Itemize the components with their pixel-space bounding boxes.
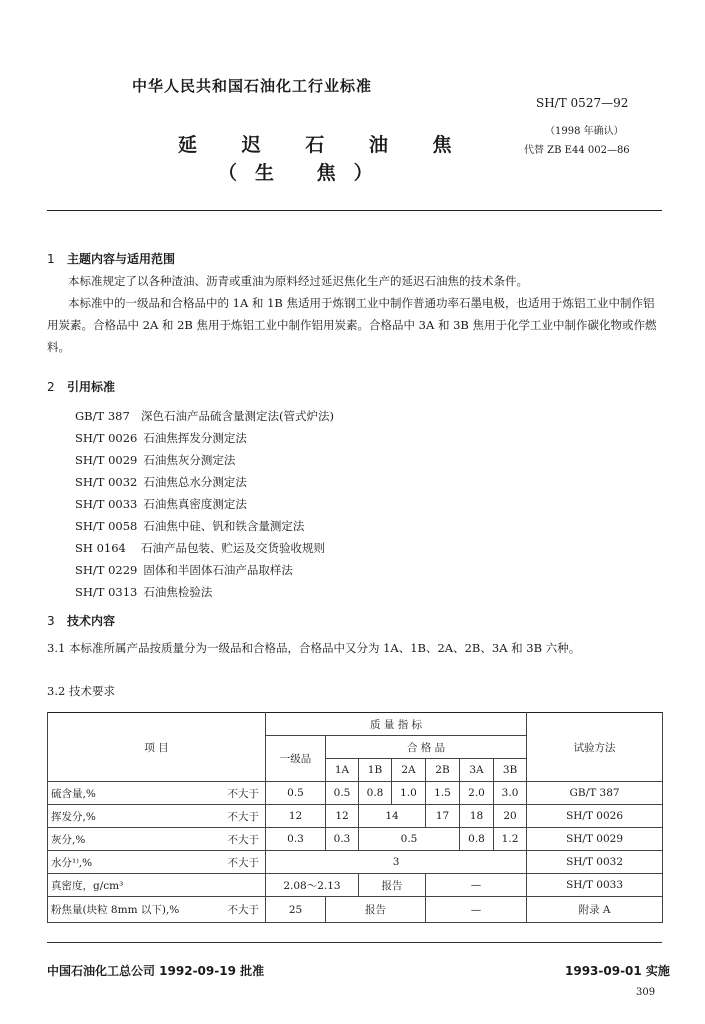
value-cell: 0.8: [359, 782, 392, 805]
condition: 不大于: [208, 805, 266, 828]
item-label: 挥发分,%: [48, 805, 208, 828]
section-1-paragraph-1: 本标准规定了以各种渣油、沥青或重油为原料经过延迟焦化生产的延迟石油焦的技术条件。: [68, 274, 528, 288]
reference-name: 深色石油产品硫含量测定法(管式炉法): [141, 409, 334, 423]
clause-3-2: 3.2 技术要求: [47, 684, 115, 698]
condition: 不大于: [208, 828, 266, 851]
section-1-paragraph-2: 本标准中的一级品和合格品中的 1A 和 1B 焦适用于炼钢工业中制作普通功率石墨电极，也适用于炼铝工业中制作铝用炭素。合格品中 2A 和 2B 焦用于炼铝工业中制作铝用炭素。合格品中 3A 和 3B 焦用于化学工业中制作碳化物或作燃料。: [47, 296, 657, 354]
section-1-heading: [47, 250, 175, 267]
report-cell: 报告: [359, 874, 426, 897]
quality-header: 质 量 指 标: [266, 713, 527, 736]
subgrade-header: 2A: [392, 759, 426, 782]
reference-item: [75, 449, 334, 471]
section-title: 引用标准: [67, 380, 116, 394]
value-cell: 12: [326, 805, 359, 828]
item-label: 水分¹⁾,%: [48, 851, 208, 874]
approval-note: 中国石油化工总公司 1992-09-19 批准: [47, 964, 265, 978]
reference-name: 固体和半固体石油产品取样法: [143, 563, 293, 577]
report-cell: 报告: [326, 897, 426, 923]
table-row-water: [48, 851, 663, 874]
table-row-sulfur: [48, 782, 663, 805]
subgrade-header: 3A: [460, 759, 494, 782]
value-cell: 1.2: [494, 828, 527, 851]
reference-code: SH/T 0032: [75, 475, 138, 489]
reference-name: 石油焦中硅、钒和铁含量测定法: [143, 519, 305, 533]
document-title: 延 迟 石 油 焦: [178, 134, 471, 156]
reference-code: SH/T 0033: [75, 497, 138, 511]
value-cell: 25: [266, 897, 326, 923]
reference-code: SH/T 0058: [75, 519, 138, 533]
reference-name: 石油焦灰分测定法: [143, 453, 236, 467]
reference-code: SH/T 0026: [75, 431, 138, 445]
reference-code: SH/T 0029: [75, 453, 138, 467]
reference-item: [75, 515, 334, 537]
page-number: 309: [636, 987, 656, 998]
reference-list: [75, 405, 334, 603]
subgrade-header: 1A: [326, 759, 359, 782]
value-cell: 1.0: [392, 782, 426, 805]
clause-3-1: 3.1 本标准所属产品按质量分为一级品和合格品，合格品中又分为 1A、1B、2A、2B、3A 和 3B 六种。: [47, 641, 581, 655]
table-row-ash: [48, 828, 663, 851]
method-cell: SH/T 0029: [527, 828, 663, 851]
implementation-date: 1993-09-01 实施: [565, 964, 670, 978]
reference-code: SH/T 0229: [75, 563, 138, 577]
value-cell: 0.5: [266, 782, 326, 805]
value-cell: 0.3: [326, 828, 359, 851]
reference-name: 石油焦检验法: [143, 585, 213, 599]
item-label: 粉焦量(块粒 8mm 以下),%: [48, 897, 208, 923]
reference-name: 石油焦真密度测定法: [143, 497, 247, 511]
method-cell: SH/T 0026: [527, 805, 663, 828]
section-2-heading: [47, 378, 115, 395]
value-cell: 3.0: [494, 782, 527, 805]
reference-item: [75, 427, 334, 449]
value-cell: 18: [460, 805, 494, 828]
value-cell: 0.8: [460, 828, 494, 851]
value-cell: 14: [359, 805, 426, 828]
reference-name: 石油产品包装、贮运及交货验收规则: [141, 541, 325, 555]
value-cell: 0.5: [326, 782, 359, 805]
reference-code: GB/T 387: [75, 409, 130, 423]
subgrade-header: 2B: [426, 759, 460, 782]
section-number: 3: [47, 614, 55, 628]
value-cell: 2.08～2.13: [266, 874, 359, 897]
method-cell: SH/T 0032: [527, 851, 663, 874]
method-cell: SH/T 0033: [527, 874, 663, 897]
method-cell: GB/T 387: [527, 782, 663, 805]
qualified-header: 合 格 品: [326, 736, 527, 759]
method-cell: 附录 A: [527, 897, 663, 923]
table-row-density: [48, 874, 663, 897]
value-cell: 17: [426, 805, 460, 828]
reference-item: [75, 581, 334, 603]
technical-requirements-table: [47, 712, 663, 923]
subgrade-header: 1B: [359, 759, 392, 782]
header-rule: [47, 210, 662, 211]
section-title: 主题内容与适用范围: [67, 252, 176, 266]
value-cell: 2.0: [460, 782, 494, 805]
item-label: 硫含量,%: [48, 782, 208, 805]
item-label: 灰分,%: [48, 828, 208, 851]
section-title: 技术内容: [67, 614, 116, 628]
dash-cell: —: [426, 874, 527, 897]
value-cell: 0.5: [359, 828, 460, 851]
value-cell: 12: [266, 805, 326, 828]
reference-name: 石油焦挥发分测定法: [143, 431, 247, 445]
section-number: 2: [47, 380, 55, 394]
section-3-heading: [47, 612, 115, 629]
standard-org-header: 中华人民共和国石油化工行业标准: [132, 77, 373, 95]
table-row-powder: [48, 897, 663, 923]
confirm-note: （1998 年确认）: [545, 126, 624, 137]
condition: 不大于: [208, 897, 266, 923]
replaces-note: 代替 ZB E44 002—86: [524, 145, 630, 156]
grade-1-header: 一级品: [266, 736, 326, 782]
value-cell: 0.3: [266, 828, 326, 851]
footer-rule: [47, 942, 662, 943]
item-label: 真密度，g/cm³: [48, 874, 266, 897]
value-cell: 20: [494, 805, 527, 828]
item-header: 项 目: [48, 713, 266, 782]
table-row-volatile: [48, 805, 663, 828]
subgrade-header: 3B: [494, 759, 527, 782]
reference-item: [75, 405, 334, 427]
value-cell: 3: [266, 851, 527, 874]
dash-cell: —: [426, 897, 527, 923]
method-header: 试验方法: [527, 713, 663, 782]
value-cell: 1.5: [426, 782, 460, 805]
reference-item: [75, 493, 334, 515]
reference-item: [75, 537, 334, 559]
reference-code: SH 0164: [75, 541, 126, 555]
reference-item: [75, 471, 334, 493]
section-number: 1: [47, 252, 55, 266]
condition: 不大于: [208, 851, 266, 874]
reference-name: 石油焦总水分测定法: [143, 475, 247, 489]
reference-item: [75, 559, 334, 581]
document-subtitle: （生 焦）: [218, 162, 391, 184]
reference-code: SH/T 0313: [75, 585, 138, 599]
condition: 不大于: [208, 782, 266, 805]
standard-number: SH/T 0527—92: [536, 96, 629, 110]
